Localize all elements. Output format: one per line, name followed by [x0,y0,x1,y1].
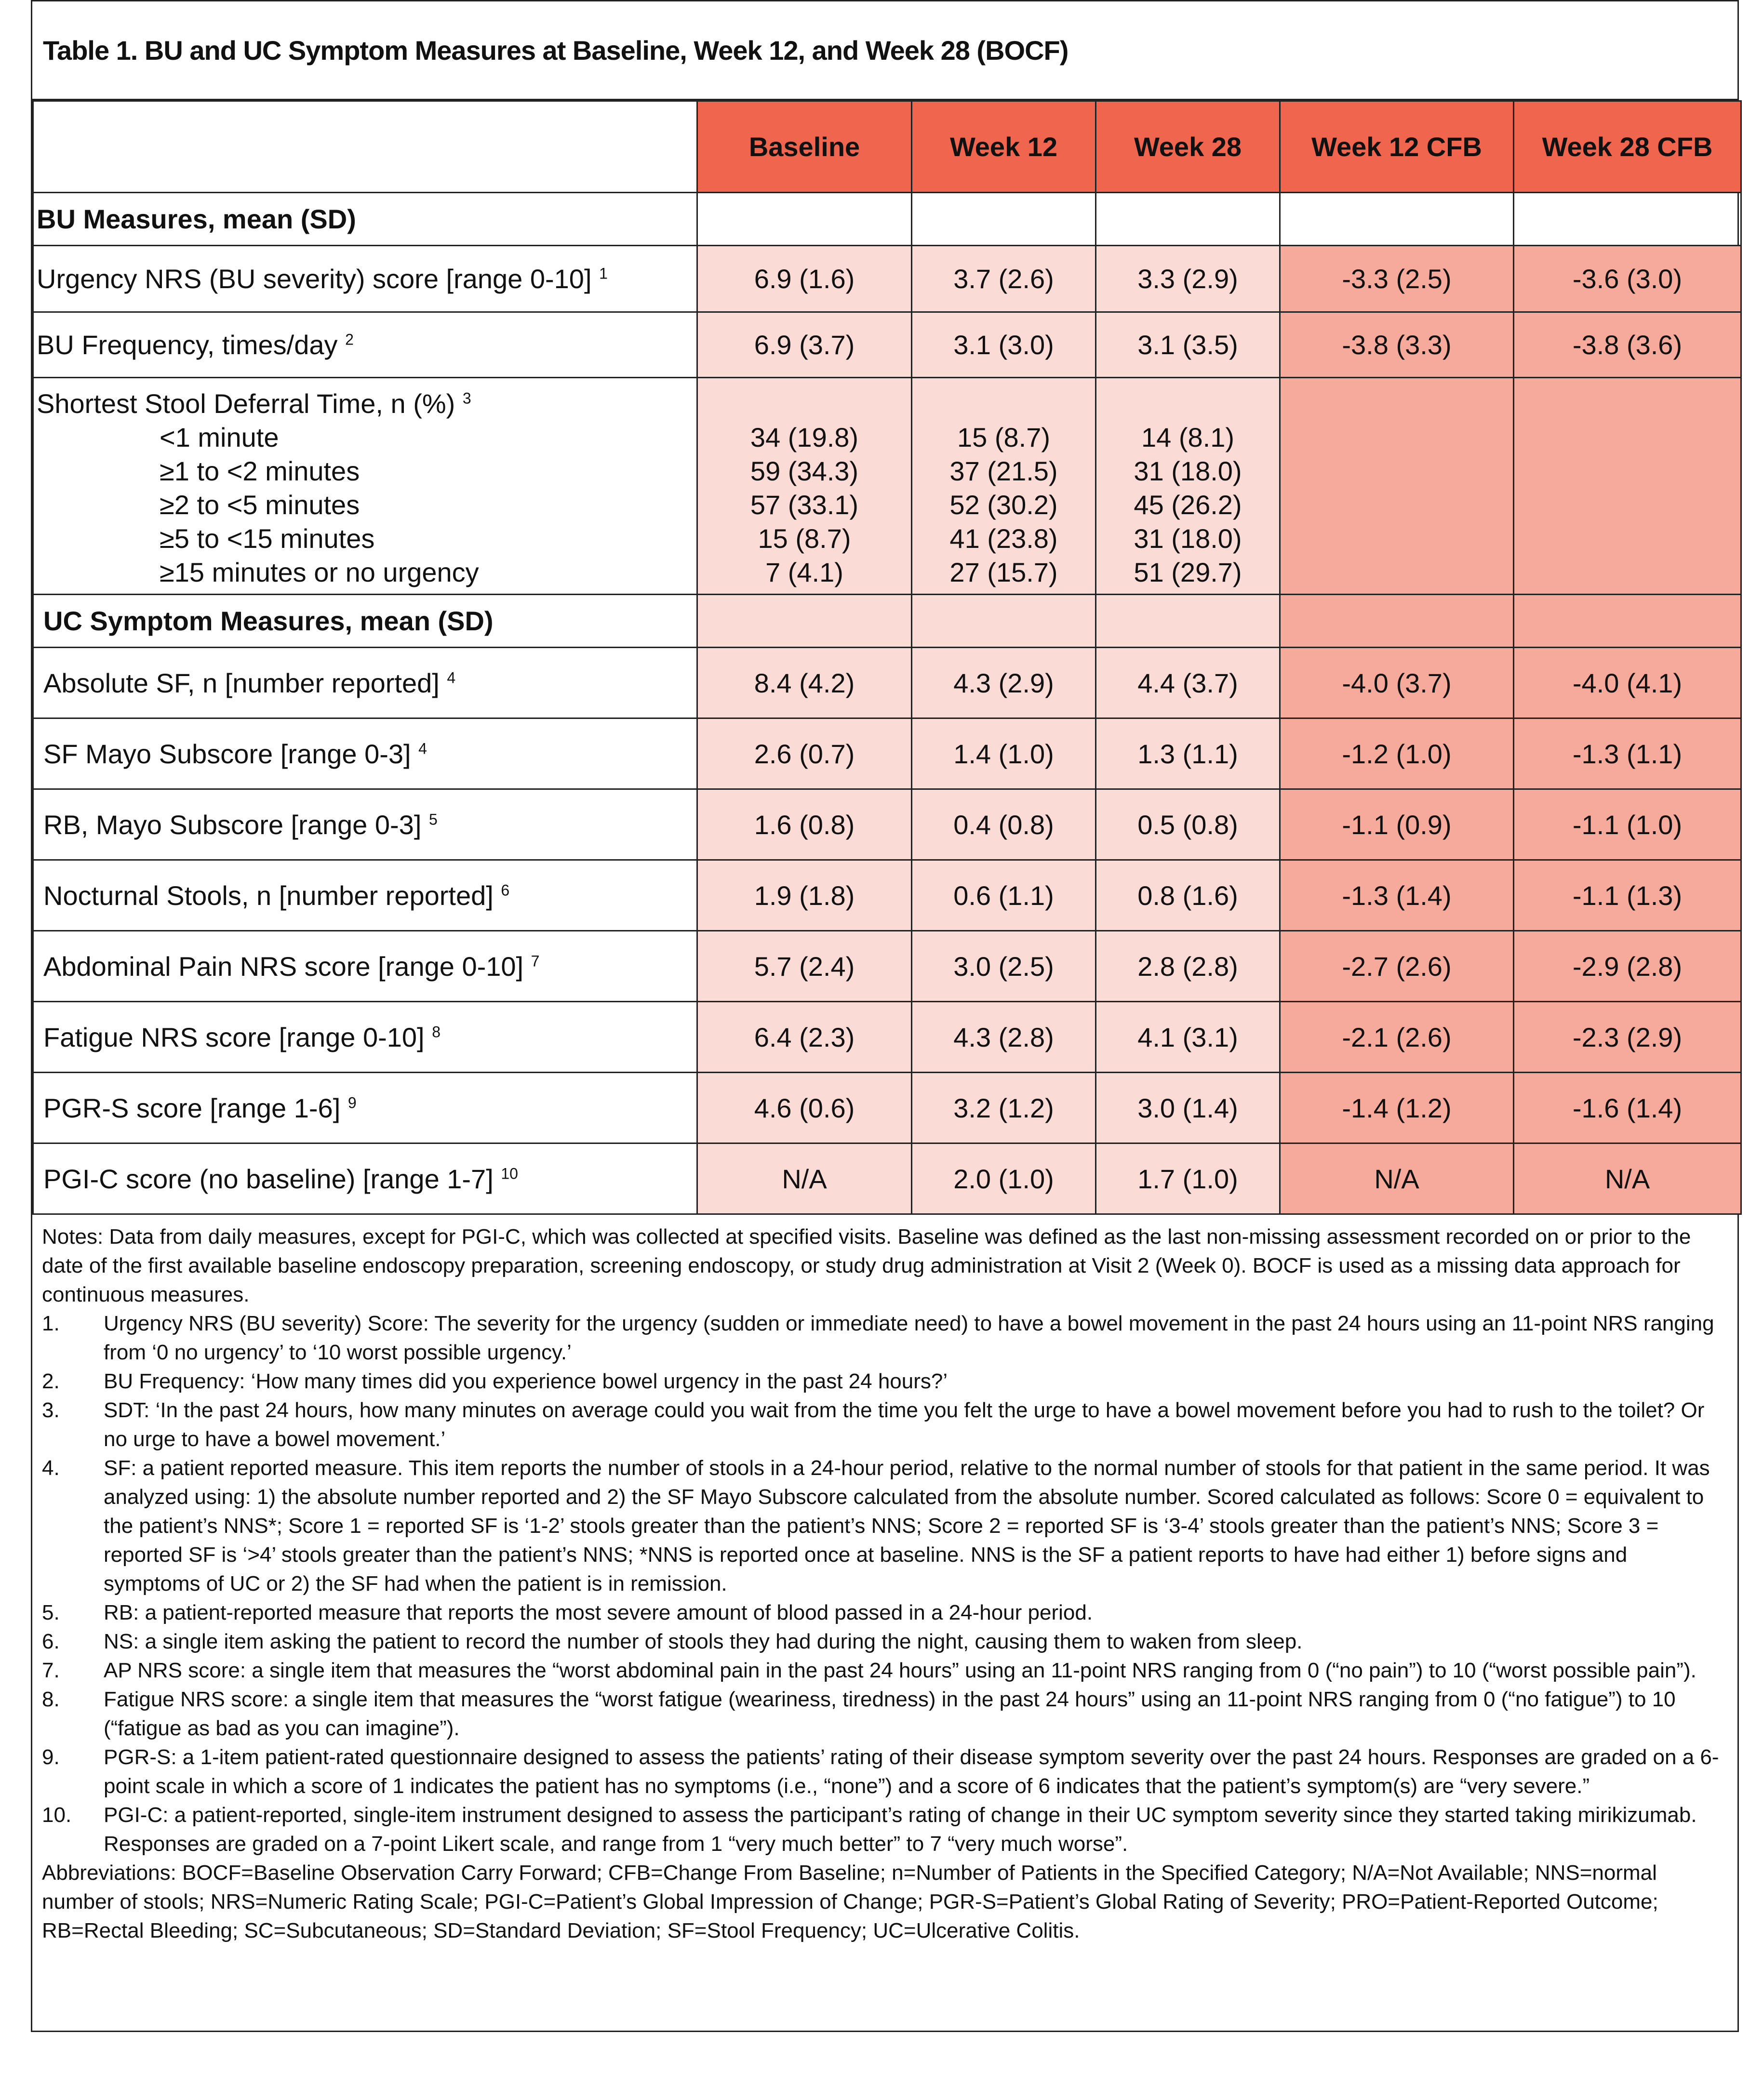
sdt-category: ≥5 to <15 minutes [160,523,375,554]
empty-cell [697,193,912,246]
footnote-item: 2. BU Frequency: ‘How many times did you experience bowel urgency in the past 24 hours?’ [42,1369,948,1393]
table-row-fatigue [33,1002,1741,1073]
cell-week28: 3.0 (1.4) [1096,1073,1280,1143]
footnote-item: 5. RB: a patient-reported measure that reports the most severe amount of blood passed in a 24-hour period. [42,1601,1093,1624]
abbreviations: Abbreviations: BOCF=Baseline Observation Carry Forward; CFB=Change From Baseline; n=Number of Patients in the Specified Category; N/A=Not Available; NNS=normal number of stools; NRS=Numeric Rating Scale; PGI-C=Patient’s Global Impression of Change; PGR-S=Patient’s Global Rating of Severity; PRO=Patient-Reported Outcome; RB=Rectal Bleeding; SC=Subcutaneous; SD=Standard Deviation; SF=Stool Frequency; UC=Ulcerative Colitis. [42,1861,1658,1942]
row-label: RB, Mayo Subscore [range 0-3] $^5$ [33,789,697,860]
header-week28: Week 28 [1096,101,1280,193]
table-row-sdt [33,378,1741,595]
cell-week12: 3.0 (2.5) [912,931,1096,1002]
sdt-week28-cfb-cell [1514,378,1741,595]
cell-week28: 0.5 (0.8) [1096,789,1280,860]
table-row-pgi-c [33,1143,1741,1214]
footnote-item: 1. Urgency NRS (BU severity) Score: The severity for the urgency (sudden or immediate need) to have a bowel movement in the past 24 hours using an 11-point NRS ranging from ‘0 no urgency’ to ‘10 worst possible urgency.’ [42,1312,1714,1364]
sdt-week12-cfb-cell [1280,378,1514,595]
sdt-week28-cell [1096,378,1280,595]
cell-week12: 3.2 (1.2) [912,1073,1096,1143]
cell-week12: 4.3 (2.8) [912,1002,1096,1073]
cell-week12-cfb: -4.0 (3.7) [1280,648,1514,718]
cell-baseline: 1.9 (1.8) [697,860,912,931]
table-row-urgency [33,246,1741,312]
row-label: Nocturnal Stools, n [number reported] $^6$ [33,860,697,931]
cell-week28: 1.3 (1.1) [1096,718,1280,789]
cell-baseline: 1.6 (0.8) [697,789,912,860]
sdt-category: ≥1 to <2 minutes [160,456,360,486]
cell-week28-cfb: -3.8 (3.6) [1514,312,1741,378]
row-label: BU Frequency, times/day $^2$ [33,312,697,378]
cell-week12: 4.3 (2.9) [912,648,1096,718]
sdt-week12-cell [912,378,1096,595]
header-row [33,101,1741,193]
empty-cell [1280,595,1514,648]
cell-baseline: 6.4 (2.3) [697,1002,912,1073]
footnote-item: 7. AP NRS score: a single item that measures the “worst abdominal pain in the past 24 hours” using an 11-point NRS ranging from 0 (“no pain”) to 10 (“worst possible pain”). [42,1659,1696,1682]
footnote-item: 10. PGI-C: a patient-reported, single-item instrument designed to assess the participant’s rating of change in their UC symptom severity since they started taking mirikizumab. Responses are graded on a 7-point Likert scale, and range from 1 “very much better” to 7 “very much worse”. [42,1803,1697,1856]
section-row-bu [33,193,1741,246]
cell-week28-cfb: -4.0 (4.1) [1514,648,1741,718]
section-row-uc [33,595,1741,648]
cell-week28: 3.1 (3.5) [1096,312,1280,378]
cell-week28: 3.3 (2.9) [1096,246,1280,312]
header-week12-cfb: Week 12 CFB [1280,101,1514,193]
sdt-value: 15 (8.7) [957,422,1050,452]
row-label: Absolute SF, n [number reported] $^4$ [33,648,697,718]
sdt-value: 37 (21.5) [949,456,1058,486]
cell-week28-cfb: -2.9 (2.8) [1514,931,1741,1002]
footnote-item: 4. SF: a patient reported measure. This item reports the number of stools in a 24-hour period, relative to the normal number of stools for that patient in the same period. It was analyzed using: 1) the absolute number reported and 2) the SF Mayo Subscore calculated from the absolute number. Scored calculated as follows: Score 0 = equivalent to the patient’s NNS*; Score 1 = reported SF is ‘1-2’ stools greater than the patient’s NNS; Score 2 = reported SF is ‘3-4’ stools greater than the patient’s NNS; Score 3 = reported SF is ‘>4’ stools greater than the patient’s NNS; *NNS is reported once at baseline. NNS is the SF a patient reports to have had either 1) before signs and symptoms of UC or 2) the SF had when the patient is in remission. [42,1456,1710,1595]
table-row-rb-mayo [33,789,1741,860]
sdt-value: 14 (8.1) [1141,422,1234,452]
table-row-bu-frequency [33,312,1741,378]
cell-week28: 2.8 (2.8) [1096,931,1280,1002]
footnote-item: 9. PGR-S: a 1-item patient-rated questionnaire designed to assess the patients’ rating of their disease symptom severity over the past 24 hours. Responses are graded on a 6- point scale in which a score of 1 indicates the patient has no symptoms (i.e., “none”) and a score of 6 indicates that the patient’s symptom(s) are “very severe.” [42,1745,1719,1798]
cell-week12: 1.4 (1.0) [912,718,1096,789]
cell-baseline: 4.6 (0.6) [697,1073,912,1143]
table-row-absolute-sf [33,648,1741,718]
empty-cell [1514,193,1741,246]
empty-cell [912,595,1096,648]
cell-week28-cfb: -2.3 (2.9) [1514,1002,1741,1073]
cell-week28-cfb: -3.6 (3.0) [1514,246,1741,312]
notes-intro: Notes: Data from daily measures, except for PGI-C, which was collected at specified visits. Baseline was defined as the last non-missing assessment recorded on or prior to the date of the first available baseline endoscopy preparation, screening endoscopy, or study drug administration at Visit 2 (Week 0). BOCF is used as a missing data approach for continuous measures. [42,1225,1691,1306]
header-empty-cell [33,101,697,193]
sdt-value: 41 (23.8) [949,523,1058,554]
sdt-value: 31 (18.0) [1134,456,1242,486]
cell-week28: 4.1 (3.1) [1096,1002,1280,1073]
cell-week12-cfb: -2.1 (2.6) [1280,1002,1514,1073]
cell-week12: 2.0 (1.0) [912,1143,1096,1214]
sdt-category: ≥15 minutes or no urgency [160,557,479,587]
section-title-bu: BU Measures, mean (SD) [33,193,697,246]
section-title-uc: UC Symptom Measures, mean (SD) [33,595,697,648]
row-label: SF Mayo Subscore [range 0-3] $^4$ [33,718,697,789]
header-baseline: Baseline [697,101,912,193]
empty-cell [1096,595,1280,648]
cell-baseline: 5.7 (2.4) [697,931,912,1002]
empty-cell [1514,595,1741,648]
sdt-value: 27 (15.7) [949,557,1058,587]
sdt-value: 31 (18.0) [1134,523,1242,554]
sdt-value: 52 (30.2) [949,490,1058,520]
row-label: Urgency NRS (BU severity) score [range 0-10] $^1$ [33,246,697,312]
cell-week12-cfb: -2.7 (2.6) [1280,931,1514,1002]
sdt-baseline-cell [697,378,912,595]
header-week12: Week 12 [912,101,1096,193]
sdt-value: 45 (26.2) [1134,490,1242,520]
row-label: PGI-C score (no baseline) [range 1-7] $^{10}$ [33,1143,697,1214]
row-label-sdt: Shortest Stool Deferral Time, n (%) $^3$ <1 minute ≥1 to <2 minutes ≥2 to <5 minutes ≥5 to <15 minutes ≥15 minutes or no urgency [33,378,697,595]
cell-week12: 0.6 (1.1) [912,860,1096,931]
sdt-value: 59 (34.3) [750,456,859,486]
cell-week12-cfb: -1.2 (1.0) [1280,718,1514,789]
table-row-sf-mayo [33,718,1741,789]
cell-week12-cfb: -1.4 (1.2) [1280,1073,1514,1143]
sdt-value: 51 (29.7) [1134,557,1242,587]
cell-week12-cfb: N/A [1280,1143,1514,1214]
table-row-pgr-s [33,1073,1741,1143]
cell-baseline: 2.6 (0.7) [697,718,912,789]
table-notes [32,1216,1737,1945]
cell-week12-cfb: -3.3 (2.5) [1280,246,1514,312]
cell-week28-cfb: N/A [1514,1143,1741,1214]
table-title: Table 1. BU and UC Symptom Measures at Baseline, Week 12, and Week 28 (BOCF) [32,1,1737,100]
sdt-value: 34 (19.8) [750,422,859,452]
row-label: PGR-S score [range 1-6] $^9$ [33,1073,697,1143]
table-row-nocturnal-stools [33,860,1741,931]
cell-week12-cfb: -3.8 (3.3) [1280,312,1514,378]
cell-baseline: 8.4 (4.2) [697,648,912,718]
cell-week28: 1.7 (1.0) [1096,1143,1280,1214]
empty-cell [697,595,912,648]
cell-week28-cfb: -1.3 (1.1) [1514,718,1741,789]
sdt-category: ≥2 to <5 minutes [160,490,360,520]
footnote-item: 6. NS: a single item asking the patient to record the number of stools they had during the night, causing them to waken from sleep. [42,1630,1303,1653]
row-label: Fatigue NRS score [range 0-10] $^8$ [33,1002,697,1073]
cell-week28: 0.8 (1.6) [1096,860,1280,931]
cell-week28-cfb: -1.1 (1.3) [1514,860,1741,931]
sdt-category: <1 minute [160,422,279,452]
footnote-item: 3. SDT: ‘In the past 24 hours, how many minutes on average could you wait from the time you felt the urge to have a bowel movement before you had to rush to the toilet? Or no urge to have a bowel movement.’ [42,1398,1705,1451]
empty-cell [1280,193,1514,246]
sdt-value: 7 (4.1) [765,557,843,587]
header-week28-cfb: Week 28 CFB [1514,101,1741,193]
row-label: Abdominal Pain NRS score [range 0-10] $^7$ [33,931,697,1002]
empty-cell [1096,193,1280,246]
cell-week12-cfb: -1.1 (0.9) [1280,789,1514,860]
cell-week28-cfb: -1.1 (1.0) [1514,789,1741,860]
cell-week12: 0.4 (0.8) [912,789,1096,860]
empty-cell [912,193,1096,246]
sdt-value: 15 (8.7) [758,523,851,554]
sdt-value: 57 (33.1) [750,490,859,520]
measures-table [32,100,1742,1215]
table-frame [31,0,1739,2032]
cell-week12: 3.1 (3.0) [912,312,1096,378]
cell-week28: 4.4 (3.7) [1096,648,1280,718]
cell-week28-cfb: -1.6 (1.4) [1514,1073,1741,1143]
cell-baseline: 6.9 (3.7) [697,312,912,378]
cell-week12: 3.7 (2.6) [912,246,1096,312]
table-row-abdominal-pain [33,931,1741,1002]
footnote-item: 8. Fatigue NRS score: a single item that measures the “worst fatigue (weariness, tiredness) in the past 24 hours” using an 11-point NRS ranging from 0 (“no fatigue”) to 10 (“fatigue as bad as you can imagine”). [42,1688,1676,1740]
cell-baseline: 6.9 (1.6) [697,246,912,312]
cell-week12-cfb: -1.3 (1.4) [1280,860,1514,931]
cell-baseline: N/A [697,1143,912,1214]
